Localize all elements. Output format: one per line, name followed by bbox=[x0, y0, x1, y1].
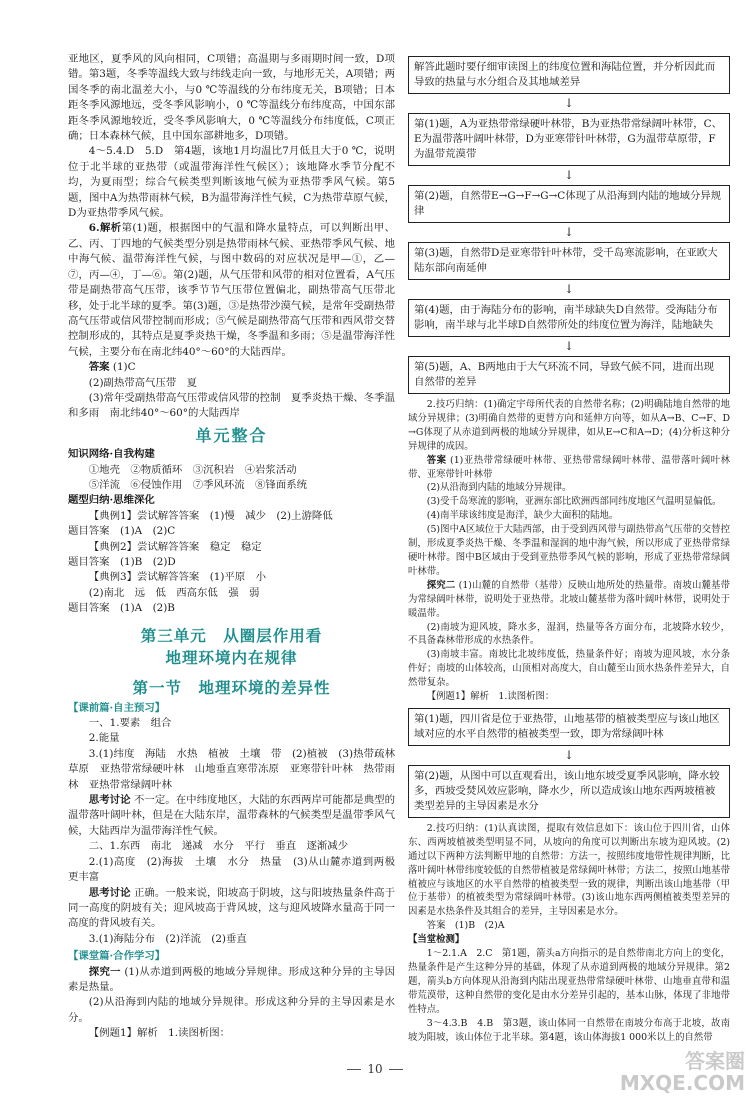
example-2-answer: 题目答案 (1)B (2)D bbox=[68, 556, 176, 568]
technique-1: 2.技巧归纳：(1)确定宇母所代表的自然带名称；(2)明确陆地自然带的地域分异规律；(3)明确自然带的更替方向和延伸方向等，如从A→B、C→F、D→G体现了从赤道到两极的地域分异规律，如从E→C和A→D；(4)分析这种分异规律的成因。 bbox=[408, 399, 730, 452]
down-arrow-icon: ↓ bbox=[563, 282, 575, 296]
right-answer-3: (3)受千岛寒流的影响，亚洲东部比欧洲西部同纬度地区气温明显偏低。 bbox=[426, 496, 722, 508]
think-1: 思考讨论 不一定。在中纬度地区，大陆的东西两岸可能都是典型的温带落叶阔叶林，但是在大陆东岸，温带森林的气候类型是温带季风气候，大陆西岸为温带海洋性气候。 bbox=[68, 794, 395, 837]
pre-line-2: 2.能量 bbox=[88, 732, 120, 745]
down-arrow-icon: ↓ bbox=[563, 225, 575, 239]
test-answer-2: 3～4.3.B 4.B 第3题，该山体同一自然带在南坡分布高于北坡，故南坡为阳坡，该山体位于北半球。第4题，该山体海拔1 000米以上的自然带 bbox=[408, 1017, 730, 1043]
example-1: 【典例1】尝试解答答案 (1)慢 减少 (2)上游降低 bbox=[88, 509, 333, 522]
right-answer-4: (4)南半球该纬度是海洋，缺少大面积的陆地。 bbox=[426, 510, 619, 522]
flow-box-7: 第(1)题，四川省是位于亚热带，山地基带的植被类型应与该山地区域对应的水平自然带的植被类型一致，即为常绿阔叶林 bbox=[408, 708, 730, 746]
pre-class-title: 【课前篇·自主预习】 bbox=[68, 701, 166, 714]
think-2: 思考讨论 正确。一般来说，阳坡高于阴坡，这与阳坡热量条件高于同一高度的阴坡有关；迎风坡高于背风坡，这与迎风坡降水量高于同一高度的背风坡有关。 bbox=[68, 886, 395, 930]
right-column bbox=[408, 52, 730, 1044]
pre-line-3: 3.(1)纬度 海陆 水热 植被 土壤 带 (2)植被 (3)热带疏林草原 亚热带常绿硬叶林 山地垂直寒带冻原 亚寒带针叶林 热带雨林 亚热带常绿阔叶林 bbox=[68, 747, 395, 791]
flow-box-3: 第(2)题，自然带E→G→F→G→C体现了从沿海到内陆的地域分异规律 bbox=[408, 185, 730, 223]
flow-box-1: 解答此题时要仔细审读图上的纬度位置和海陆位置，并分析因此而导致的热量与水分组合及其地域差异 bbox=[408, 56, 730, 94]
flow-box-2: 第(1)题，A为亚热带常绿硬叶林带，B为亚热带常绿阔叶林带，C、E为温带落叶阔叶林带，D为亚寒带针叶林带，G为温带草原带，F为温带荒漠带 bbox=[408, 113, 730, 166]
unit-summary-title: 单元整合 bbox=[195, 425, 268, 445]
left-para-1: 亚地区，夏季风的风向相同，C项错；高温期与多雨期时间一致，D项错。第3题，冬季等温线大致与纬线走向一致，与地形无关，A项错；两国冬季的南北温差大小，与0 ℃等温线的分布纬度无关，B项错；日本距冬季风源地远，受冬季风影响小，0 ℃等温线分布纬度高，中国东部距冬季风源地较近，受冬季风影响大，0 ℃等温线分布纬度低，C项正确；日本森林气候，且中国东部耕地多，D项错。 bbox=[68, 53, 395, 143]
watermark-logo: 答案圈 MXQE.COM bbox=[619, 1049, 745, 1095]
flow-box-4: 第(3)题，自然带D是亚寒带针叶林带，受千岛寒流影响，在亚欧大陆东部向南延伸 bbox=[408, 242, 730, 280]
answer-line-3: (3)常年受副热带高气压带或信风带的控制 夏季炎热干燥、冬季温和多雨 南北纬40°～60°的大陆西岸 bbox=[68, 391, 395, 420]
example-3: 【典例3】尝试解答答案 (1)平原 小 bbox=[88, 571, 266, 584]
explore-1b: (2)从沿海到内陆的地域分异规律。形成这种分异的主导因素是水分。 bbox=[68, 996, 395, 1024]
right-answer-1: 答案 (1)亚热带常绿硬叶林带、亚热带常绿阔叶林带、温带落叶阔叶林带、亚寒带针叶林带 bbox=[408, 454, 730, 480]
technique-2: 2.技巧归纳：(1)认真读图，提取有效信息如下：该山位于四川省，山体东、西两坡植被类型明显不同，从坡向的角度可以判断出东坡为迎风坡。(2)通过以下两种方法判断甲地的自然带：方法一，按照纬度地带性规律判断，比落叶阔叶林带纬度较低的自然带植被是常绿阔叶林带；方法二，按照山地基带植被应与该地区的水平自然带的植被类型一致的规律，判断出该山地基带（甲位于基带）的植被类型为常绿阔叶林带。(3)该山地东西两侧植被类型差异的因素是水热条件及其组合的差异，主导因素是水分。 bbox=[408, 822, 730, 918]
section-title: 第一节 地理环境的差异性 bbox=[132, 677, 331, 697]
knowledge-line-1: ①地壳 ②物质循环 ③沉积岩 ④岩浆活动 bbox=[88, 463, 297, 476]
answer-line-2: (2)副热带高气压带 夏 bbox=[88, 376, 198, 389]
example-3-answer: 题目答案 (1)A (2)B bbox=[68, 602, 175, 615]
flow-box-8: 第(2)题，从图中可以直观看出，该山地东坡受夏季风影响，降水较多，西坡受焚风效应影响，降水少，所以造成该山地东西两坡植被类型差异的主导因素是水分 bbox=[408, 765, 730, 818]
left-para-3 bbox=[68, 221, 395, 360]
in-class-title: 【课堂篇·合作学习】 bbox=[68, 950, 166, 963]
down-arrow-icon: ↓ bbox=[563, 168, 575, 182]
test-answer-1: 1～2.1.A 2.C 第1题，箭头a方向指示的是自然带南北方向上的变化，热量条件是产生这种分异的基础，体现了从赤道到两极的地域分异规律。第2题，箭头b方向体现从沿海到内陆出现亚热带常绿硬叶林带、山地垂直带和温带荒漠带，这种自然带的变化是由水分差异引起的，基本山脉，体现了非地带性特点。 bbox=[408, 948, 730, 1015]
unit-three-title: 第三单元 从圈层作用看 地理环境内在规律 bbox=[140, 625, 323, 667]
flow-box-6: 第(5)题，A、B两地由于大气环流不同，导致气候不同，进而出现自然带的差异 bbox=[408, 356, 730, 394]
down-arrow-icon: ↓ bbox=[563, 339, 575, 353]
right-answer-5: (5)图中A区域位于大陆西部，由于受到西风带与副热带高气压带的交替控制，形成夏季炎热干燥、冬季温和湿润的地中海气候，所以形成了亚热带常绿硬叶林带。图中B区域由于受到亚热带季风气候的影响，形成了亚热带常绿阔叶林带。 bbox=[408, 524, 730, 577]
analysis-text: 第(1)题，根据图中的气温和降水量特点，可以判断出甲、乙、丙、丁四地的气候类型分别是热带雨林气候、亚热带季风气候、地中海气候、温带海洋性气候，与图中数码的对应状况是甲—①，乙—⑦，丙—④，丁—⑥。第(2)题，从气压带和风带的相对位置看，A气压带是副热带高气压带，该季节节气压带位置偏北，副热带高气压带北移，处于北半球的夏季。第(3)题，③是热带沙漠气候，是常年受副热带高气压带或信风带控制而形成；⑤气候是副热带高气压带和西风带交替控制形成的，其特点是夏季炎热干燥，冬季温和多雨；⑤是温带海洋性气候，主要分布在南北纬40°～60°的大陆西岸。 bbox=[68, 222, 395, 358]
down-arrow-icon: ↓ bbox=[563, 96, 575, 110]
explore-1: 探究一 (1)从赤道到两极的地域分异规律。形成这种分异的主导因素是热量。 bbox=[68, 965, 396, 993]
explore-2: 探究二 (1)山麓的自然带（基带）反映山地所处的热量带。南坡山麓基带为常绿阔叶林带，说明处于亚热带。北坡山麓基带为落叶阔叶林带，说明处于暖温带。 bbox=[408, 579, 730, 619]
right-answer-6: 答案 (1)B (2)A bbox=[426, 920, 505, 932]
example-question-1-right: 【例题1】解析 1.读图析图： bbox=[426, 691, 555, 703]
example-question-1: 【例题1】解析 1.读图析图： bbox=[88, 1027, 231, 1040]
page-number: 10 bbox=[0, 1062, 750, 1076]
explore-2b: (2)南坡为迎风坡，降水多，湿润，热量等各方面分布，北坡降水较少，不具备森林带形成的水热条件。 bbox=[408, 621, 730, 647]
answer-line-1: 答案 (1)C bbox=[88, 361, 136, 374]
analysis-label: 6.解析 bbox=[88, 222, 122, 235]
down-arrow-icon: ↓ bbox=[563, 747, 575, 762]
right-answer-2: (2)从沿海到内陆的地域分异规律。 bbox=[426, 482, 572, 494]
example-2: 【典例2】尝试解答答案 稳定 稳定 bbox=[88, 540, 262, 553]
answer-label: 答案 bbox=[88, 361, 110, 374]
pre-line-5: 2.(1)高度 (2)海拔 土壤 水分 热量 (3)从山麓赤道到两极 更丰富 bbox=[68, 855, 406, 884]
knowledge-line-2: ⑤洋流 ⑥侵蚀作用 ⑦季风环流 ⑧锋面系统 bbox=[88, 478, 307, 491]
pre-line-4: 二、1.东西 南北 递减 水分 平行 垂直 逐渐减少 bbox=[88, 840, 349, 853]
pre-line-1: 一、1.要素 组合 bbox=[88, 717, 172, 730]
class-test-title: 【当堂检测】 bbox=[408, 934, 465, 946]
knowledge-network-title: 知识网络·自我构建 bbox=[68, 448, 155, 461]
explore-2c: (3)南坡丰富。南坡比北坡纬度低，热量条件好；南坡为迎风坡，水分条件好；南坡的山体较高，山顶相对高度大，自山麓至山顶水热条件差异大，自然带复杂。 bbox=[408, 649, 730, 689]
example-3-b: (2)南北 远 低 西高东低 强 弱 bbox=[88, 586, 260, 599]
question-type-title: 题型归纳·思维深化 bbox=[68, 494, 155, 507]
example-1-answer: 题目答案 (1)A (2)C bbox=[68, 525, 176, 538]
left-para-2: 4～5.4.D 5.D 第4题，该地1月均温比7月低且大于0 ℃，说明位于北半球的亚热带（或温带海洋性气候区）；该地降水季节分配不均，为夏雨型；综合气候类型判断该地气候为亚热带季风气候。第5题，图中A为热带雨林气候，B为温带海洋性气候，C为热带草原气候，D为亚热带季风气候。 bbox=[68, 145, 395, 220]
pre-line-6: 3.(1)海陆分布 (2)洋流 (2)垂直 bbox=[88, 932, 247, 945]
flow-box-5: 第(4)题，由于海陆分布的影响，南半球缺失D自然带。受海陆分布影响，南半球与北半球D自然带所处的纬度位置为海洋，陆地缺失 bbox=[408, 299, 730, 337]
left-column bbox=[68, 52, 406, 1042]
